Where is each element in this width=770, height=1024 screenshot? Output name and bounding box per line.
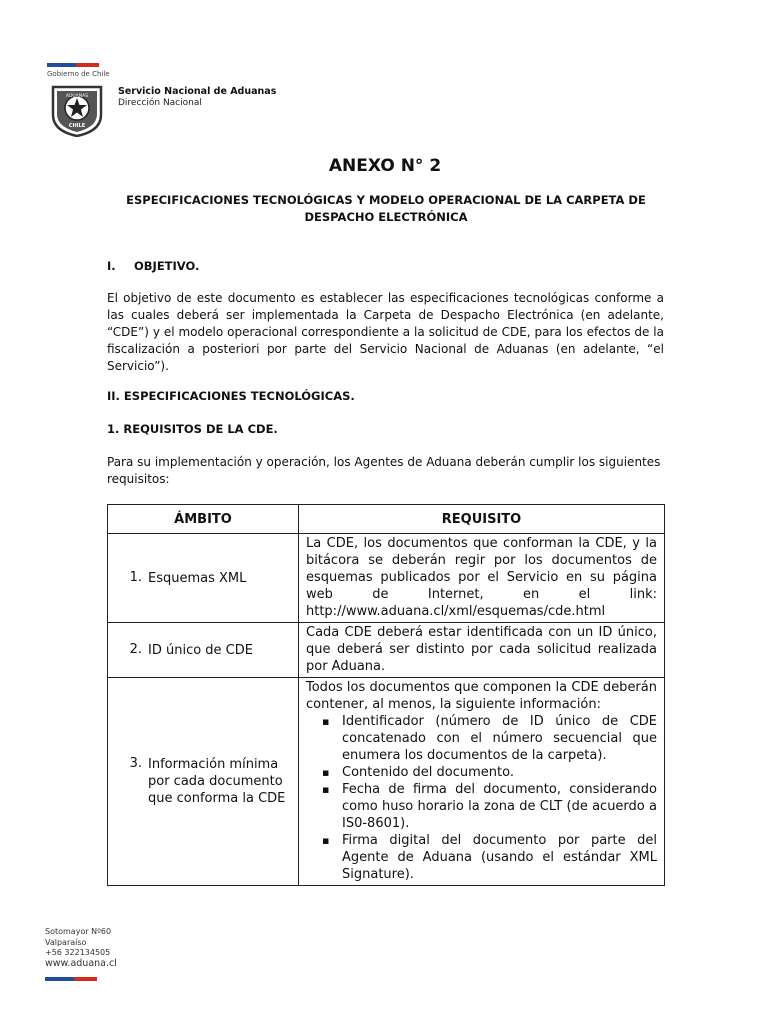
section2-sub1: 1. REQUISITOS DE LA CDE. [107, 422, 278, 436]
page-title: ANEXO N° 2 [328, 156, 442, 176]
org-name: Servicio Nacional de Aduanas [118, 86, 277, 97]
row-ambito: Esquemas XML [148, 570, 247, 586]
row-requisito: Todos los documentos que componen la CDE deberán contener, al menos, la siguiente información: [306, 680, 657, 712]
col-requisito-header: REQUISITO [299, 505, 665, 534]
aduanas-logo-icon [50, 85, 104, 137]
top-flag-bar [47, 63, 99, 67]
table-row [108, 623, 665, 678]
row-requisito: Cada CDE deberá estar identificada con un ID único, que deberá ser distinto por cada solicitud realizada por Aduana. [299, 623, 665, 678]
list-item: ▪ Firma digital del documento por parte del Agente de Aduana (usando el estándar XML Signature). [342, 832, 657, 883]
requirements-table [107, 504, 665, 886]
row-number: 2. [129, 641, 142, 657]
section2-intro: Para su implementación y operación, los Agentes de Aduana deberán cumplir los siguientes requisitos: [107, 455, 661, 486]
bottom-flag-bar [45, 977, 97, 981]
requirement-bullet-list [306, 713, 657, 883]
list-item: ▪ Identificador (número de ID único de CDE concatenado con el número secuencial que enumera los documentos de la carpeta). [342, 713, 657, 764]
row-requisito: La CDE, los documentos que conforman la CDE, y la bitácora se deberán regir por los documentos de esquemas publicados por el Servicio en su página web de Internet, en el link: http://www.aduana.cl/xml/esquemas/cde.html [299, 534, 665, 623]
table-row [108, 678, 665, 886]
row-ambito: ID único de CDE [148, 642, 253, 658]
row-ambito: Información mínima por cada documento que conforma la CDE [148, 757, 286, 806]
page-subtitle: ESPECIFICACIONES TECNOLÓGICAS Y MODELO OPERACIONAL DE LA CARPETA DE DESPACHO ELECTRÓNICA [126, 193, 646, 224]
footer-address: Sotomayor Nº60 [45, 927, 112, 936]
table-row [108, 534, 665, 623]
section1-body: El objetivo de este documento es establecer las especificaciones tecnológicas conforme a las cuales deberá ser implementada la Carpeta de Despacho Electrónica (en adelante, “CDE”) y el modelo operacional correspondiente a la solicitud de CDE, para los efectos de la fiscalización a posteriori por parte del Servicio Nacional de Aduanas (en adelante, “el Servicio”). [107, 291, 664, 373]
row-number: 1. [129, 569, 142, 585]
table-header-row [108, 505, 665, 534]
org-subtitle: Dirección Nacional [118, 98, 202, 108]
list-item: ▪ Contenido del documento. [342, 764, 657, 781]
section2-heading: II. ESPECIFICACIONES TECNOLÓGICAS. [107, 389, 355, 403]
logo-text-top: ADUANAS [65, 94, 89, 99]
footer-contact [45, 927, 117, 969]
section1-num: I. [107, 259, 116, 273]
footer-web: www.aduana.cl [45, 957, 117, 969]
logo-text-bottom: CHILE [68, 123, 86, 129]
list-item: ▪ Fecha de firma del documento, considerando como huso horario la zona de CLT (de acuerdo a IS0-8601). [342, 781, 657, 832]
col-ambito-header: ÁMBITO [108, 505, 299, 534]
footer-phone: +56 322134505 [45, 948, 111, 957]
section1-heading: OBJETIVO. [134, 259, 200, 273]
footer-city: Valparaíso [45, 937, 87, 947]
row-number: 3. [129, 756, 142, 771]
gobierno-label: Gobierno de Chile [47, 70, 110, 78]
